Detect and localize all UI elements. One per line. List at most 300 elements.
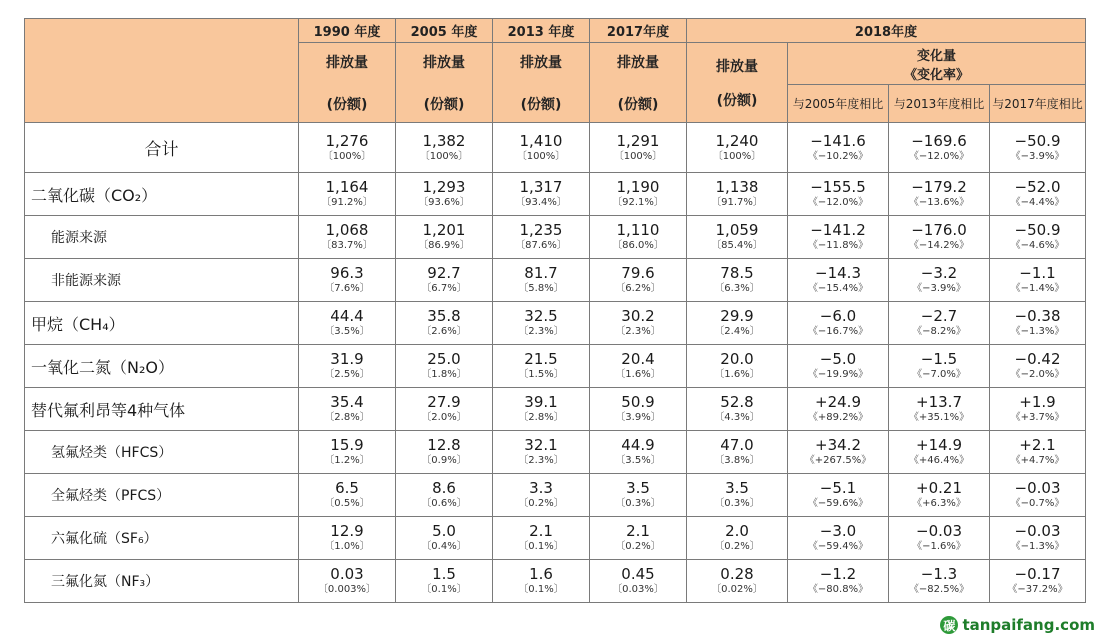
cell-share: 〔93.6%〕 <box>418 197 470 208</box>
value-cell <box>889 388 990 431</box>
cell-share: 《−59.4%》 <box>807 541 869 552</box>
cell-value: −141.2 <box>810 221 866 239</box>
cell-value: −0.03 <box>1014 479 1061 497</box>
cell-value: −5.1 <box>819 479 857 497</box>
cell-value: +2.1 <box>1019 436 1056 454</box>
cell-value: 81.7 <box>524 264 558 282</box>
cell-share: 〔2.5%〕 <box>324 369 370 380</box>
cell-value: 1,138 <box>715 178 759 196</box>
cell-share: 〔1.5%〕 <box>518 369 564 380</box>
cell-share: 〔100%〕 <box>516 150 566 162</box>
value-cell <box>990 345 1086 388</box>
cell-share: 〔3.5%〕 <box>615 455 661 466</box>
cell-value: −3.2 <box>920 264 958 282</box>
cell-value: −0.42 <box>1014 350 1061 368</box>
table-row <box>25 173 1086 216</box>
cell-value: 52.8 <box>720 393 754 411</box>
value-cell <box>990 474 1086 517</box>
cell-value: 1,276 <box>325 131 369 150</box>
header-blank-cell <box>25 19 299 123</box>
cell-value: 35.4 <box>330 393 364 411</box>
table-row <box>25 388 1086 431</box>
value-cell <box>889 173 990 216</box>
cell-value: 44.4 <box>330 307 364 325</box>
cell-share: 《−14.2%》 <box>908 240 970 251</box>
cell-share: 〔2.6%〕 <box>421 326 467 337</box>
cell-share: 〔2.8%〕 <box>518 412 564 423</box>
table-row <box>25 431 1086 474</box>
cell-share: 《−8.2%》 <box>912 326 966 337</box>
value-cell <box>687 345 788 388</box>
cell-share: 〔0.5%〕 <box>324 498 370 509</box>
cell-share: 〔3.9%〕 <box>615 412 661 423</box>
table-body <box>25 123 1086 603</box>
value-cell <box>299 388 396 431</box>
cell-share: 〔1.6%〕 <box>714 369 760 380</box>
value-cell <box>990 302 1086 345</box>
cell-value: −155.5 <box>810 178 866 196</box>
change-rate-label: 《变化率》 <box>903 67 969 83</box>
cell-share: 《−82.5%》 <box>908 584 970 595</box>
value-cell <box>687 216 788 259</box>
cell-share: 〔2.3%〕 <box>615 326 661 337</box>
cell-share: 〔4.3%〕 <box>714 412 760 423</box>
share-label: (份额) <box>520 96 562 113</box>
cell-value: −0.38 <box>1014 307 1061 325</box>
cell-share: 〔3.5%〕 <box>324 326 370 337</box>
cell-value: 25.0 <box>427 350 461 368</box>
share-label: (份额) <box>617 96 659 113</box>
value-cell <box>889 216 990 259</box>
cell-share: 〔91.7%〕 <box>711 197 763 208</box>
value-cell <box>493 388 590 431</box>
cell-value: +13.7 <box>916 393 962 411</box>
cell-value: 20.0 <box>720 350 754 368</box>
cell-share: 《−12.0%》 <box>807 197 869 208</box>
cell-value: −1.2 <box>819 565 857 583</box>
cell-value: 29.9 <box>720 307 754 325</box>
cell-value: −0.03 <box>916 522 962 540</box>
cell-share: 〔0.3%〕 <box>615 498 661 509</box>
cell-value: +24.9 <box>815 393 861 411</box>
value-cell <box>590 302 687 345</box>
row-label: 甲烷（CH₄） <box>25 302 299 345</box>
cell-share: 〔100%〕 <box>419 150 469 162</box>
value-cell <box>493 345 590 388</box>
cell-value: 1,235 <box>519 221 563 239</box>
table-row <box>25 517 1086 560</box>
value-cell <box>990 259 1086 302</box>
emission-label: 排放量 <box>617 54 659 71</box>
emission-label: 排放量 <box>326 54 368 71</box>
value-cell <box>990 123 1086 173</box>
cell-value: −1.5 <box>920 350 958 368</box>
cell-value: 32.5 <box>524 307 558 325</box>
cell-share: 《−4.4%》 <box>1010 197 1065 208</box>
value-cell <box>687 431 788 474</box>
value-cell <box>990 216 1086 259</box>
row-label: 替代氟利昂等4种气体 <box>25 388 299 431</box>
share-label: (份额) <box>423 96 465 113</box>
value-cell <box>788 259 889 302</box>
table-row <box>25 216 1086 259</box>
cell-value: 3.5 <box>725 479 749 497</box>
cell-share: 〔0.6%〕 <box>421 498 467 509</box>
value-cell <box>396 431 493 474</box>
cell-value: 50.9 <box>621 393 655 411</box>
cell-share: 〔0.2%〕 <box>714 541 760 552</box>
cell-share: 《−1.6%》 <box>912 541 966 552</box>
value-cell <box>590 431 687 474</box>
value-cell <box>396 173 493 216</box>
value-cell <box>396 123 493 173</box>
table-row <box>25 302 1086 345</box>
value-cell <box>299 302 396 345</box>
row-label: 全氟烃类（PFCS） <box>25 474 299 517</box>
cell-share: 〔0.02%〕 <box>711 584 763 595</box>
emissions-table <box>24 18 1086 603</box>
value-cell <box>687 123 788 173</box>
watermark-text: tanpaifang.com <box>962 616 1095 634</box>
cell-value: −5.0 <box>819 350 857 368</box>
cell-value: 1.5 <box>432 565 456 583</box>
cell-value: 27.9 <box>427 393 461 411</box>
cell-value: 1,068 <box>325 221 369 239</box>
cell-share: 《−80.8%》 <box>807 584 869 595</box>
value-cell <box>590 345 687 388</box>
cell-value: 0.28 <box>720 565 754 583</box>
cell-value: 12.8 <box>427 436 461 454</box>
cell-value: −2.7 <box>920 307 958 325</box>
cell-value: 1,382 <box>422 131 466 150</box>
cell-value: 35.8 <box>427 307 461 325</box>
cell-share: 《−0.7%》 <box>1010 498 1065 509</box>
cell-share: 《−1.3%》 <box>1010 541 1065 552</box>
cell-share: 〔6.2%〕 <box>615 283 661 294</box>
value-cell <box>299 123 396 173</box>
header-year-1990: 1990 年度 <box>299 19 396 43</box>
value-cell <box>788 123 889 173</box>
value-cell <box>889 474 990 517</box>
cell-share: 〔2.3%〕 <box>518 455 564 466</box>
table-row <box>25 560 1086 603</box>
value-cell <box>493 216 590 259</box>
cell-share: 《+267.5%》 <box>804 455 872 466</box>
cell-value: −179.2 <box>911 178 967 196</box>
value-cell <box>788 388 889 431</box>
value-cell <box>396 517 493 560</box>
value-cell <box>788 216 889 259</box>
value-cell <box>788 560 889 603</box>
cell-value: 30.2 <box>621 307 655 325</box>
cell-value: 1,164 <box>325 178 369 196</box>
cell-value: 1,317 <box>519 178 563 196</box>
cell-value: 79.6 <box>621 264 655 282</box>
value-cell <box>590 474 687 517</box>
cell-value: 1.6 <box>529 565 553 583</box>
value-cell <box>889 560 990 603</box>
header-emission-2013 <box>493 43 590 123</box>
cell-value: −1.1 <box>1019 264 1056 282</box>
row-label: 一氧化二氮（N₂O） <box>25 345 299 388</box>
cell-share: 〔7.6%〕 <box>324 283 370 294</box>
value-cell <box>493 259 590 302</box>
value-cell <box>990 560 1086 603</box>
cell-value: 0.45 <box>621 565 655 583</box>
share-label: (份额) <box>326 96 368 113</box>
cell-value: −50.9 <box>1014 131 1061 150</box>
watermark-logo-icon: 碳 <box>940 616 958 634</box>
cell-value: 78.5 <box>720 264 754 282</box>
value-cell <box>687 173 788 216</box>
header-vs-2017: 与2017年度相比 <box>990 85 1086 123</box>
value-cell <box>590 259 687 302</box>
row-label: 二氧化碳（CO₂） <box>25 173 299 216</box>
cell-value: 32.1 <box>524 436 558 454</box>
cell-value: +14.9 <box>916 436 962 454</box>
cell-value: +34.2 <box>815 436 861 454</box>
value-cell <box>299 173 396 216</box>
cell-share: 《−3.9%》 <box>1010 150 1065 162</box>
cell-value: −3.0 <box>819 522 857 540</box>
value-cell <box>493 302 590 345</box>
header-emission-2005 <box>396 43 493 123</box>
cell-share: 《−3.9%》 <box>912 283 966 294</box>
header-emission-2017 <box>590 43 687 123</box>
value-cell <box>889 345 990 388</box>
cell-value: −14.3 <box>815 264 861 282</box>
cell-share: 《−11.8%》 <box>807 240 869 251</box>
value-cell <box>687 259 788 302</box>
value-cell <box>889 302 990 345</box>
share-label: (份额) <box>716 92 758 109</box>
value-cell <box>990 431 1086 474</box>
cell-value: 12.9 <box>330 522 364 540</box>
value-cell <box>396 388 493 431</box>
value-cell <box>493 123 590 173</box>
value-cell <box>299 517 396 560</box>
cell-value: 2.1 <box>529 522 553 540</box>
value-cell <box>493 431 590 474</box>
cell-value: −52.0 <box>1014 178 1061 196</box>
value-cell <box>687 302 788 345</box>
cell-share: 《−13.6%》 <box>908 197 970 208</box>
value-cell <box>299 560 396 603</box>
cell-value: −1.3 <box>920 565 958 583</box>
cell-share: 《−4.6%》 <box>1010 240 1065 251</box>
cell-value: 96.3 <box>330 264 364 282</box>
header-year-2013: 2013 年度 <box>493 19 590 43</box>
cell-share: 《+35.1%》 <box>908 412 970 423</box>
cell-share: 〔0.1%〕 <box>518 584 564 595</box>
cell-share: 〔83.7%〕 <box>321 240 373 251</box>
cell-share: 〔2.8%〕 <box>324 412 370 423</box>
value-cell <box>687 474 788 517</box>
value-cell <box>493 474 590 517</box>
cell-value: 3.3 <box>529 479 553 497</box>
value-cell <box>299 345 396 388</box>
cell-share: 〔0.9%〕 <box>421 455 467 466</box>
cell-share: 《−15.4%》 <box>807 283 869 294</box>
value-cell <box>396 259 493 302</box>
cell-value: +1.9 <box>1019 393 1056 411</box>
row-label: 六氟化硫（SF₆） <box>25 517 299 560</box>
cell-share: 《+89.2%》 <box>807 412 869 423</box>
value-cell <box>889 259 990 302</box>
cell-share: 〔92.1%〕 <box>612 197 664 208</box>
cell-share: 〔1.0%〕 <box>324 541 370 552</box>
cell-share: 〔100%〕 <box>613 150 663 162</box>
cell-share: 〔87.6%〕 <box>515 240 567 251</box>
cell-share: 〔0.4%〕 <box>421 541 467 552</box>
cell-share: 《+4.7%》 <box>1010 455 1065 466</box>
cell-value: 21.5 <box>524 350 558 368</box>
cell-value: 1,059 <box>715 221 759 239</box>
cell-share: 〔2.4%〕 <box>714 326 760 337</box>
header-year-2017: 2017年度 <box>590 19 687 43</box>
value-cell <box>493 560 590 603</box>
table-row <box>25 345 1086 388</box>
cell-value: 92.7 <box>427 264 461 282</box>
cell-share: 〔93.4%〕 <box>515 197 567 208</box>
value-cell <box>590 216 687 259</box>
cell-share: 《−2.0%》 <box>1010 369 1065 380</box>
cell-share: 《−37.2%》 <box>1007 584 1068 595</box>
cell-value: 3.5 <box>626 479 650 497</box>
cell-share: 〔0.1%〕 <box>518 541 564 552</box>
header-change <box>788 43 1086 85</box>
cell-share: 〔0.3%〕 <box>714 498 760 509</box>
value-cell <box>493 173 590 216</box>
cell-share: 《−59.6%》 <box>807 498 869 509</box>
cell-share: 《−7.0%》 <box>912 369 966 380</box>
value-cell <box>590 560 687 603</box>
value-cell <box>299 259 396 302</box>
header-year-2018: 2018年度 <box>687 19 1086 43</box>
cell-value: 1,201 <box>422 221 466 239</box>
value-cell <box>788 431 889 474</box>
cell-value: −0.17 <box>1014 565 1061 583</box>
value-cell <box>396 345 493 388</box>
cell-value: −0.03 <box>1014 522 1061 540</box>
cell-share: 〔1.6%〕 <box>615 369 661 380</box>
cell-value: 1,110 <box>616 221 660 239</box>
cell-share: 〔2.0%〕 <box>421 412 467 423</box>
cell-value: 47.0 <box>720 436 754 454</box>
emission-label: 排放量 <box>520 54 562 71</box>
value-cell <box>889 123 990 173</box>
cell-share: 《+46.4%》 <box>908 455 970 466</box>
value-cell <box>788 345 889 388</box>
cell-value: 1,410 <box>519 131 563 150</box>
header-vs-2013: 与2013年度相比 <box>889 85 990 123</box>
value-cell <box>590 388 687 431</box>
cell-value: 8.6 <box>432 479 456 497</box>
cell-share: 〔2.3%〕 <box>518 326 564 337</box>
cell-share: 〔0.1%〕 <box>421 584 467 595</box>
row-label: 能源来源 <box>25 216 299 259</box>
cell-value: 2.1 <box>626 522 650 540</box>
value-cell <box>990 517 1086 560</box>
row-label: 非能源来源 <box>25 259 299 302</box>
cell-value: −169.6 <box>911 131 967 150</box>
cell-share: 〔85.4%〕 <box>711 240 763 251</box>
watermark <box>940 616 1095 634</box>
cell-share: 《+3.7%》 <box>1010 412 1065 423</box>
cell-share: 〔100%〕 <box>322 150 372 162</box>
value-cell <box>788 302 889 345</box>
cell-share: 〔6.7%〕 <box>421 283 467 294</box>
cell-share: 〔0.003%〕 <box>317 584 377 595</box>
emission-label: 排放量 <box>716 58 758 75</box>
value-cell <box>788 517 889 560</box>
row-label: 三氟化氮（NF₃） <box>25 560 299 603</box>
cell-share: 〔91.2%〕 <box>321 197 373 208</box>
table-row <box>25 474 1086 517</box>
value-cell <box>687 517 788 560</box>
cell-value: 44.9 <box>621 436 655 454</box>
value-cell <box>889 517 990 560</box>
table-header <box>25 19 1086 123</box>
cell-share: 《−1.3%》 <box>1010 326 1065 337</box>
cell-value: 0.03 <box>330 565 364 583</box>
cell-value: 39.1 <box>524 393 558 411</box>
cell-share: 《−16.7%》 <box>807 326 869 337</box>
cell-value: 5.0 <box>432 522 456 540</box>
value-cell <box>493 517 590 560</box>
value-cell <box>396 474 493 517</box>
cell-share: 〔0.2%〕 <box>518 498 564 509</box>
value-cell <box>590 517 687 560</box>
table-row <box>25 259 1086 302</box>
cell-value: 1,293 <box>422 178 466 196</box>
value-cell <box>889 431 990 474</box>
value-cell <box>396 216 493 259</box>
cell-share: 〔86.9%〕 <box>418 240 470 251</box>
header-emission-1990 <box>299 43 396 123</box>
cell-value: 20.4 <box>621 350 655 368</box>
cell-value: 1,291 <box>616 131 660 150</box>
value-cell <box>788 173 889 216</box>
header-emission-2018 <box>687 43 788 123</box>
cell-value: −176.0 <box>911 221 967 239</box>
cell-value: 1,240 <box>715 131 759 150</box>
cell-share: 〔1.8%〕 <box>421 369 467 380</box>
cell-share: 〔3.8%〕 <box>714 455 760 466</box>
header-vs-2005: 与2005年度相比 <box>788 85 889 123</box>
cell-value: 2.0 <box>725 522 749 540</box>
value-cell <box>299 216 396 259</box>
cell-share: 〔100%〕 <box>712 150 762 162</box>
value-cell <box>396 560 493 603</box>
value-cell <box>788 474 889 517</box>
cell-share: 〔0.2%〕 <box>615 541 661 552</box>
cell-value: +0.21 <box>916 479 962 497</box>
change-label: 变化量 <box>916 48 956 64</box>
emission-label: 排放量 <box>423 54 465 71</box>
cell-value: −141.6 <box>810 131 866 150</box>
value-cell <box>590 123 687 173</box>
value-cell <box>687 388 788 431</box>
row-label: 合计 <box>25 123 299 173</box>
value-cell <box>590 173 687 216</box>
value-cell <box>687 560 788 603</box>
cell-share: 〔6.3%〕 <box>714 283 760 294</box>
cell-share: 〔1.2%〕 <box>324 455 370 466</box>
cell-share: 《+6.3%》 <box>912 498 966 509</box>
cell-value: 31.9 <box>330 350 364 368</box>
cell-value: 6.5 <box>335 479 359 497</box>
